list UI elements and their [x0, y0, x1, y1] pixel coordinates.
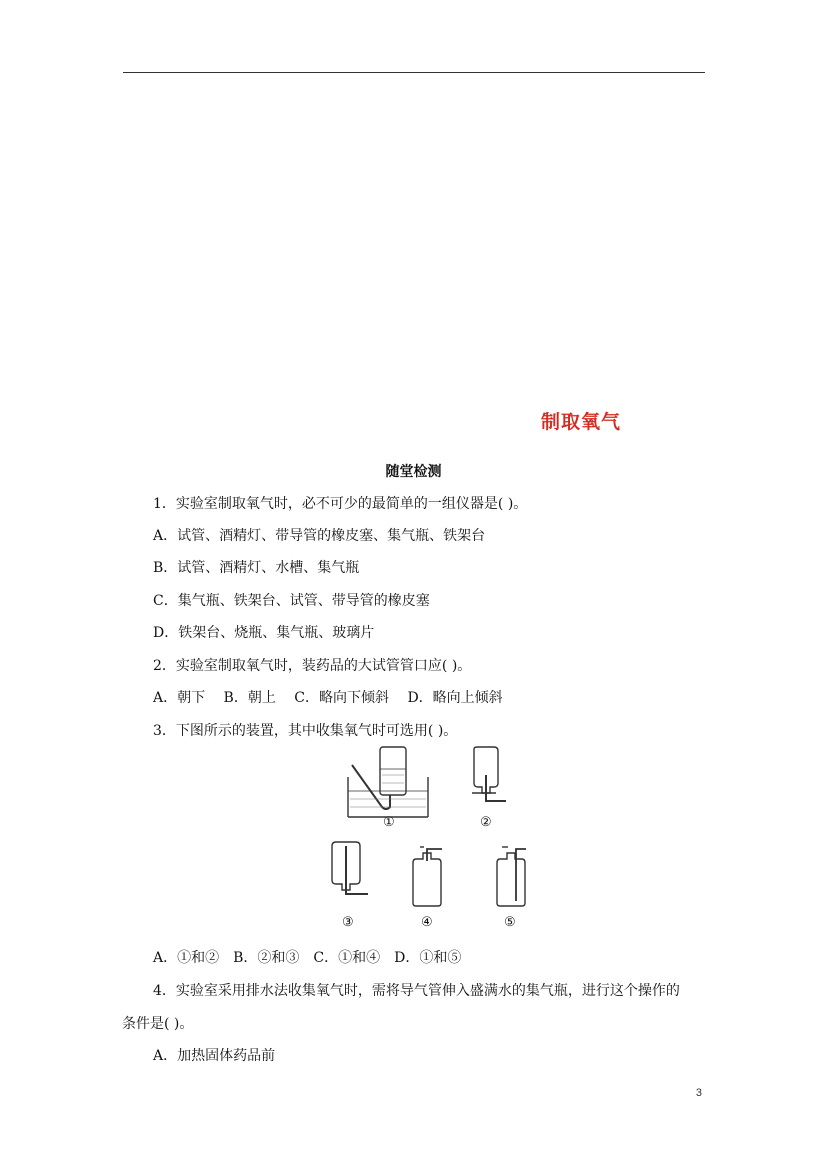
apparatus-3-figure: [328, 840, 370, 900]
apparatus-5-label: ⑤: [504, 915, 516, 930]
q4-stem-line1: 4．实验室采用排水法收集氧气时，需将导气管伸入盛满水的集气瓶，进行这个操作的: [153, 983, 680, 999]
q4-stem-line2: 条件是( )。: [122, 1016, 194, 1032]
apparatus-4-label: ④: [421, 915, 433, 930]
apparatus-2-figure: [466, 745, 510, 810]
q1-option-b: B．试管、酒精灯、水槽、集气瓶: [153, 560, 360, 576]
apparatus-2-label: ②: [480, 815, 492, 830]
q1-stem: 1．实验室制取氧气时，必不可少的最简单的一组仪器是( )。: [153, 496, 528, 512]
q2-options: A．朝下 B．朝上 C．略向下倾斜 D．略向上倾斜: [153, 690, 503, 706]
q1-option-a: A．试管、酒精灯、带导管的橡皮塞、集气瓶、铁架台: [153, 528, 486, 544]
q4-option-a: A．加热固体药品前: [153, 1048, 276, 1064]
section-heading: 随堂检测: [385, 464, 442, 480]
apparatus-4-figure: [410, 845, 446, 907]
q3-options: A．①和② B．②和③ C．①和④ D．①和⑤: [153, 950, 462, 966]
apparatus-3-label: ③: [342, 915, 354, 930]
page-number: 3: [695, 1087, 702, 1099]
q1-option-c: C．集气瓶、铁架台、试管、带导管的橡皮塞: [153, 593, 430, 609]
apparatus-5-figure: [494, 845, 530, 907]
header-rule: [123, 72, 705, 73]
q3-stem: 3．下图所示的装置，其中收集氧气时可选用( )。: [153, 723, 458, 739]
q1-option-d: D．铁架台、烧瓶、集气瓶、玻璃片: [153, 625, 375, 641]
page-title: 制取氧气: [541, 411, 622, 433]
q2-stem: 2．实验室制取氧气时，装药品的大试管管口应( )。: [153, 658, 472, 674]
apparatus-1-label: ①: [383, 815, 395, 830]
